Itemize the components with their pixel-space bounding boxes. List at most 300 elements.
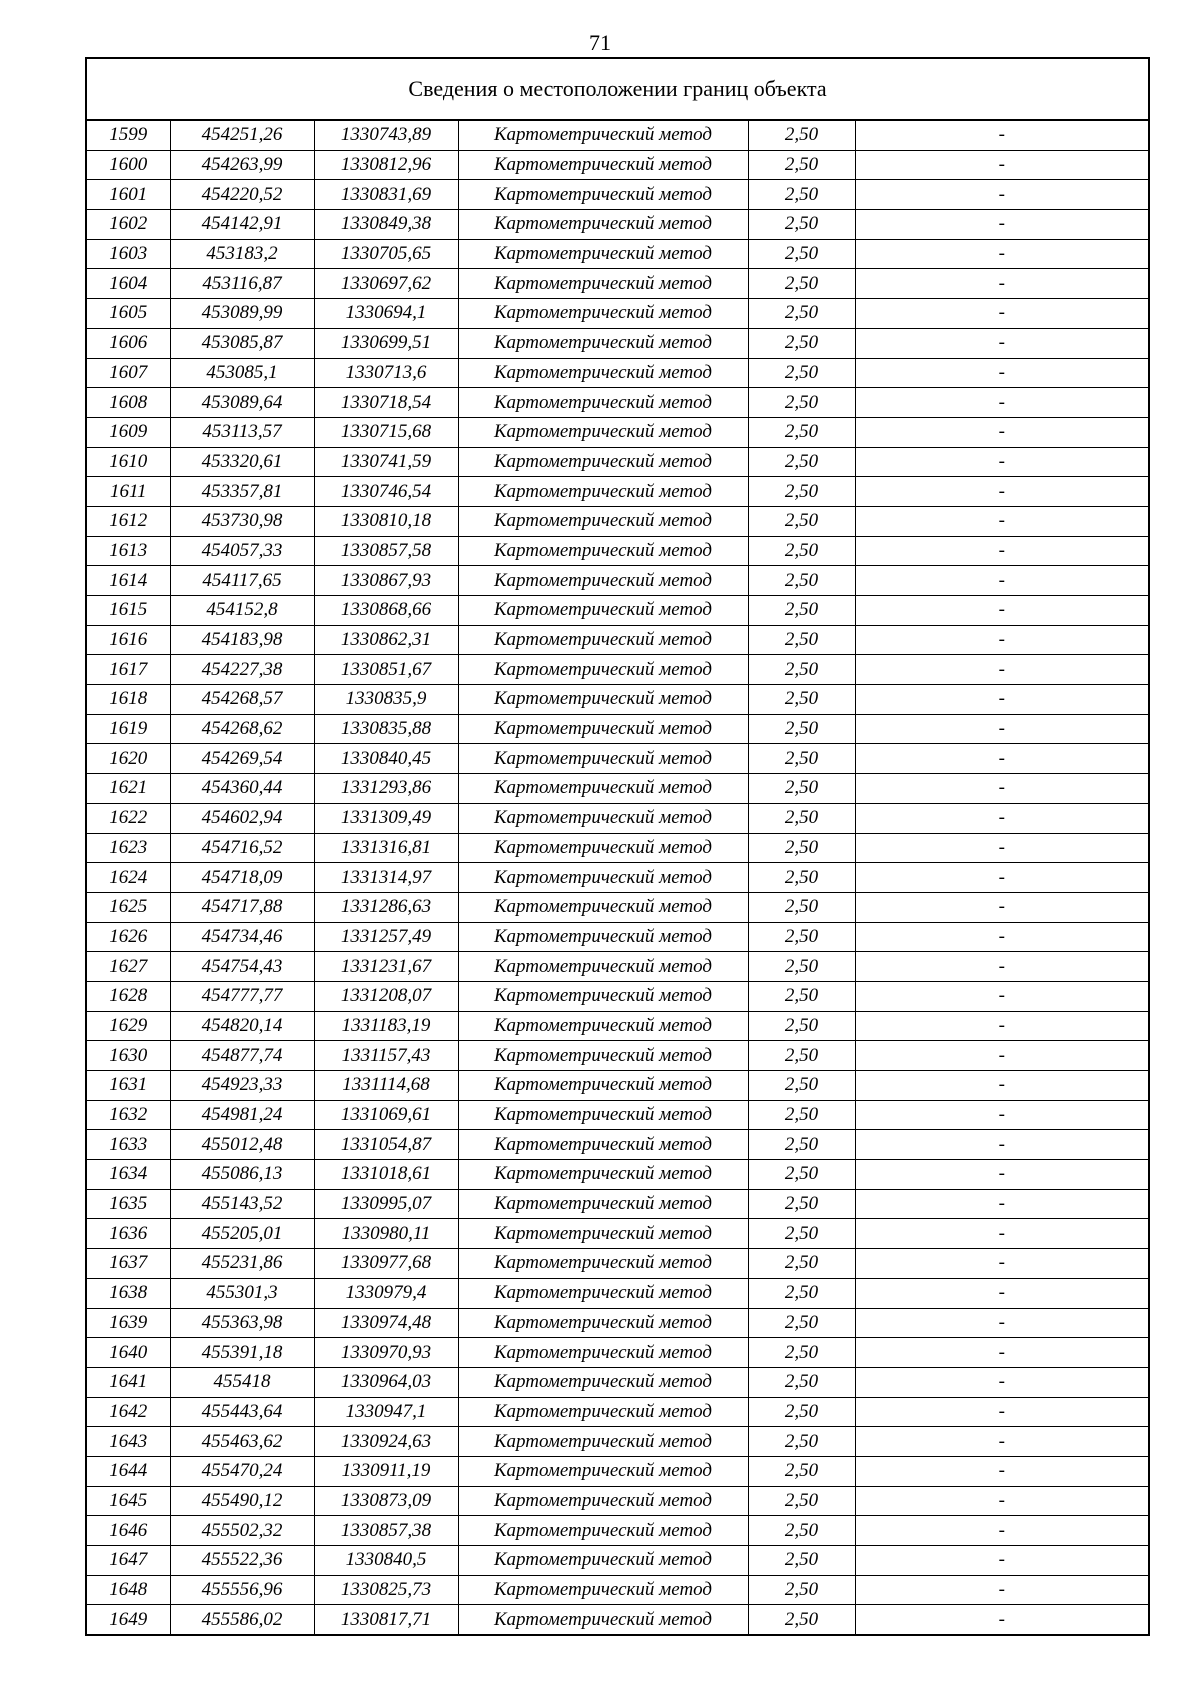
accuracy-cell: 2,50 [748, 1486, 855, 1516]
table-row [86, 892, 1149, 922]
description-cell: - [855, 1427, 1149, 1457]
description-cell: - [855, 625, 1149, 655]
x-coordinate-cell: 455143,52 [170, 1189, 314, 1219]
table-row [86, 744, 1149, 774]
accuracy-cell: 2,50 [748, 981, 855, 1011]
accuracy-cell: 2,50 [748, 863, 855, 893]
description-cell: - [855, 833, 1149, 863]
accuracy-cell: 2,50 [748, 596, 855, 626]
y-coordinate-cell: 1330743,89 [314, 120, 458, 150]
description-cell: - [855, 1338, 1149, 1368]
description-cell: - [855, 506, 1149, 536]
y-coordinate-cell: 1331208,07 [314, 981, 458, 1011]
y-coordinate-cell: 1330849,38 [314, 210, 458, 240]
description-cell: - [855, 120, 1149, 150]
accuracy-cell: 2,50 [748, 685, 855, 715]
method-cell: Картометрический метод [458, 803, 748, 833]
description-cell: - [855, 536, 1149, 566]
description-cell: - [855, 1546, 1149, 1576]
accuracy-cell: 2,50 [748, 774, 855, 804]
table-row [86, 596, 1149, 626]
table-row [86, 328, 1149, 358]
description-cell: - [855, 655, 1149, 685]
y-coordinate-cell: 1331286,63 [314, 892, 458, 922]
accuracy-cell: 2,50 [748, 744, 855, 774]
x-coordinate-cell: 455391,18 [170, 1338, 314, 1368]
x-coordinate-cell: 455012,48 [170, 1130, 314, 1160]
table-row [86, 1219, 1149, 1249]
description-cell: - [855, 1189, 1149, 1219]
description-cell: - [855, 328, 1149, 358]
y-coordinate-cell: 1331054,87 [314, 1130, 458, 1160]
table-row [86, 833, 1149, 863]
y-coordinate-cell: 1331018,61 [314, 1160, 458, 1190]
description-cell: - [855, 892, 1149, 922]
x-coordinate-cell: 454777,77 [170, 981, 314, 1011]
point-number-cell: 1607 [86, 358, 170, 388]
table-row [86, 1427, 1149, 1457]
table-row [86, 506, 1149, 536]
accuracy-cell: 2,50 [748, 803, 855, 833]
accuracy-cell: 2,50 [748, 210, 855, 240]
accuracy-cell: 2,50 [748, 1397, 855, 1427]
accuracy-cell: 2,50 [748, 417, 855, 447]
method-cell: Картометрический метод [458, 1071, 748, 1101]
description-cell: - [855, 180, 1149, 210]
method-cell: Картометрический метод [458, 833, 748, 863]
table-row [86, 417, 1149, 447]
accuracy-cell: 2,50 [748, 328, 855, 358]
method-cell: Картометрический метод [458, 774, 748, 804]
description-cell: - [855, 952, 1149, 982]
x-coordinate-cell: 455470,24 [170, 1456, 314, 1486]
accuracy-cell: 2,50 [748, 655, 855, 685]
table-title-row [86, 58, 1149, 120]
table-row [86, 1130, 1149, 1160]
accuracy-cell: 2,50 [748, 1071, 855, 1101]
y-coordinate-cell: 1330840,5 [314, 1546, 458, 1576]
description-cell: - [855, 1605, 1149, 1635]
method-cell: Картометрический метод [458, 1397, 748, 1427]
table-row [86, 150, 1149, 180]
method-cell: Картометрический метод [458, 1367, 748, 1397]
accuracy-cell: 2,50 [748, 1575, 855, 1605]
point-number-cell: 1601 [86, 180, 170, 210]
x-coordinate-cell: 453085,87 [170, 328, 314, 358]
method-cell: Картометрический метод [458, 1605, 748, 1635]
point-number-cell: 1647 [86, 1546, 170, 1576]
point-number-cell: 1610 [86, 447, 170, 477]
point-number-cell: 1640 [86, 1338, 170, 1368]
method-cell: Картометрический метод [458, 625, 748, 655]
accuracy-cell: 2,50 [748, 299, 855, 329]
y-coordinate-cell: 1330970,93 [314, 1338, 458, 1368]
table-row [86, 774, 1149, 804]
accuracy-cell: 2,50 [748, 388, 855, 418]
x-coordinate-cell: 454057,33 [170, 536, 314, 566]
y-coordinate-cell: 1330699,51 [314, 328, 458, 358]
method-cell: Картометрический метод [458, 1486, 748, 1516]
description-cell: - [855, 803, 1149, 833]
y-coordinate-cell: 1330746,54 [314, 477, 458, 507]
x-coordinate-cell: 454251,26 [170, 120, 314, 150]
accuracy-cell: 2,50 [748, 566, 855, 596]
y-coordinate-cell: 1330812,96 [314, 150, 458, 180]
table-row [86, 358, 1149, 388]
description-cell: - [855, 1397, 1149, 1427]
point-number-cell: 1645 [86, 1486, 170, 1516]
description-cell: - [855, 1249, 1149, 1279]
table-row [86, 1308, 1149, 1338]
table-row [86, 1338, 1149, 1368]
accuracy-cell: 2,50 [748, 120, 855, 150]
point-number-cell: 1648 [86, 1575, 170, 1605]
table-row [86, 803, 1149, 833]
method-cell: Картометрический метод [458, 1308, 748, 1338]
point-number-cell: 1637 [86, 1249, 170, 1279]
accuracy-cell: 2,50 [748, 1456, 855, 1486]
method-cell: Картометрический метод [458, 1160, 748, 1190]
method-cell: Картометрический метод [458, 1100, 748, 1130]
x-coordinate-cell: 455556,96 [170, 1575, 314, 1605]
description-cell: - [855, 1219, 1149, 1249]
accuracy-cell: 2,50 [748, 1249, 855, 1279]
x-coordinate-cell: 453085,1 [170, 358, 314, 388]
method-cell: Картометрический метод [458, 596, 748, 626]
method-cell: Картометрический метод [458, 863, 748, 893]
table-row [86, 922, 1149, 952]
accuracy-cell: 2,50 [748, 892, 855, 922]
method-cell: Картометрический метод [458, 358, 748, 388]
accuracy-cell: 2,50 [748, 447, 855, 477]
point-number-cell: 1600 [86, 150, 170, 180]
x-coordinate-cell: 454981,24 [170, 1100, 314, 1130]
table-row [86, 536, 1149, 566]
description-cell: - [855, 714, 1149, 744]
x-coordinate-cell: 454268,57 [170, 685, 314, 715]
y-coordinate-cell: 1330851,67 [314, 655, 458, 685]
y-coordinate-cell: 1330867,93 [314, 566, 458, 596]
y-coordinate-cell: 1331257,49 [314, 922, 458, 952]
description-cell: - [855, 477, 1149, 507]
description-cell: - [855, 150, 1149, 180]
y-coordinate-cell: 1330979,4 [314, 1278, 458, 1308]
y-coordinate-cell: 1330873,09 [314, 1486, 458, 1516]
x-coordinate-cell: 454117,65 [170, 566, 314, 596]
description-cell: - [855, 388, 1149, 418]
method-cell: Картометрический метод [458, 150, 748, 180]
y-coordinate-cell: 1330974,48 [314, 1308, 458, 1338]
accuracy-cell: 2,50 [748, 1367, 855, 1397]
accuracy-cell: 2,50 [748, 1130, 855, 1160]
y-coordinate-cell: 1330947,1 [314, 1397, 458, 1427]
point-number-cell: 1620 [86, 744, 170, 774]
point-number-cell: 1621 [86, 774, 170, 804]
description-cell: - [855, 1278, 1149, 1308]
method-cell: Картометрический метод [458, 1130, 748, 1160]
method-cell: Картометрический метод [458, 952, 748, 982]
x-coordinate-cell: 453116,87 [170, 269, 314, 299]
table-row [86, 1249, 1149, 1279]
method-cell: Картометрический метод [458, 180, 748, 210]
table-title: Сведения о местоположении границ объекта [86, 58, 1149, 120]
y-coordinate-cell: 1330741,59 [314, 447, 458, 477]
table-row [86, 952, 1149, 982]
table-row [86, 1546, 1149, 1576]
point-number-cell: 1642 [86, 1397, 170, 1427]
point-number-cell: 1630 [86, 1041, 170, 1071]
point-number-cell: 1626 [86, 922, 170, 952]
y-coordinate-cell: 1330713,6 [314, 358, 458, 388]
point-number-cell: 1609 [86, 417, 170, 447]
x-coordinate-cell: 455231,86 [170, 1249, 314, 1279]
accuracy-cell: 2,50 [748, 1189, 855, 1219]
accuracy-cell: 2,50 [748, 1011, 855, 1041]
x-coordinate-cell: 453089,64 [170, 388, 314, 418]
y-coordinate-cell: 1331309,49 [314, 803, 458, 833]
y-coordinate-cell: 1330835,9 [314, 685, 458, 715]
point-number-cell: 1638 [86, 1278, 170, 1308]
x-coordinate-cell: 453320,61 [170, 447, 314, 477]
accuracy-cell: 2,50 [748, 1427, 855, 1457]
accuracy-cell: 2,50 [748, 506, 855, 536]
accuracy-cell: 2,50 [748, 1338, 855, 1368]
point-number-cell: 1613 [86, 536, 170, 566]
method-cell: Картометрический метод [458, 1278, 748, 1308]
point-number-cell: 1628 [86, 981, 170, 1011]
description-cell: - [855, 239, 1149, 269]
accuracy-cell: 2,50 [748, 833, 855, 863]
point-number-cell: 1619 [86, 714, 170, 744]
y-coordinate-cell: 1331157,43 [314, 1041, 458, 1071]
method-cell: Картометрический метод [458, 892, 748, 922]
y-coordinate-cell: 1330694,1 [314, 299, 458, 329]
y-coordinate-cell: 1330924,63 [314, 1427, 458, 1457]
y-coordinate-cell: 1330825,73 [314, 1575, 458, 1605]
point-number-cell: 1622 [86, 803, 170, 833]
x-coordinate-cell: 454602,94 [170, 803, 314, 833]
method-cell: Картометрический метод [458, 1427, 748, 1457]
method-cell: Картометрический метод [458, 417, 748, 447]
method-cell: Картометрический метод [458, 328, 748, 358]
y-coordinate-cell: 1330857,58 [314, 536, 458, 566]
method-cell: Картометрический метод [458, 239, 748, 269]
x-coordinate-cell: 454734,46 [170, 922, 314, 952]
y-coordinate-cell: 1330857,38 [314, 1516, 458, 1546]
y-coordinate-cell: 1331114,68 [314, 1071, 458, 1101]
table-row [86, 180, 1149, 210]
x-coordinate-cell: 454718,09 [170, 863, 314, 893]
method-cell: Картометрический метод [458, 1041, 748, 1071]
description-cell: - [855, 596, 1149, 626]
description-cell: - [855, 417, 1149, 447]
table-row [86, 981, 1149, 1011]
page-number: 71 [589, 30, 611, 55]
y-coordinate-cell: 1330868,66 [314, 596, 458, 626]
y-coordinate-cell: 1330715,68 [314, 417, 458, 447]
description-cell: - [855, 1308, 1149, 1338]
accuracy-cell: 2,50 [748, 1041, 855, 1071]
description-cell: - [855, 685, 1149, 715]
accuracy-cell: 2,50 [748, 1516, 855, 1546]
y-coordinate-cell: 1330977,68 [314, 1249, 458, 1279]
table-row [86, 1486, 1149, 1516]
point-number-cell: 1639 [86, 1308, 170, 1338]
x-coordinate-cell: 455522,36 [170, 1546, 314, 1576]
point-number-cell: 1633 [86, 1130, 170, 1160]
description-cell: - [855, 447, 1149, 477]
description-cell: - [855, 1011, 1149, 1041]
accuracy-cell: 2,50 [748, 180, 855, 210]
x-coordinate-cell: 454152,8 [170, 596, 314, 626]
point-number-cell: 1604 [86, 269, 170, 299]
description-cell: - [855, 981, 1149, 1011]
table-row [86, 1605, 1149, 1635]
boundary-coordinates-table [85, 57, 1150, 1636]
y-coordinate-cell: 1330840,45 [314, 744, 458, 774]
method-cell: Картометрический метод [458, 447, 748, 477]
y-coordinate-cell: 1330980,11 [314, 1219, 458, 1249]
y-coordinate-cell: 1330964,03 [314, 1367, 458, 1397]
accuracy-cell: 2,50 [748, 922, 855, 952]
point-number-cell: 1602 [86, 210, 170, 240]
method-cell: Картометрический метод [458, 714, 748, 744]
y-coordinate-cell: 1331069,61 [314, 1100, 458, 1130]
accuracy-cell: 2,50 [748, 714, 855, 744]
table-row [86, 566, 1149, 596]
y-coordinate-cell: 1330995,07 [314, 1189, 458, 1219]
x-coordinate-cell: 454877,74 [170, 1041, 314, 1071]
point-number-cell: 1624 [86, 863, 170, 893]
accuracy-cell: 2,50 [748, 477, 855, 507]
y-coordinate-cell: 1331314,97 [314, 863, 458, 893]
description-cell: - [855, 1516, 1149, 1546]
y-coordinate-cell: 1330718,54 [314, 388, 458, 418]
accuracy-cell: 2,50 [748, 358, 855, 388]
description-cell: - [855, 1456, 1149, 1486]
description-cell: - [855, 566, 1149, 596]
description-cell: - [855, 269, 1149, 299]
x-coordinate-cell: 454754,43 [170, 952, 314, 982]
point-number-cell: 1614 [86, 566, 170, 596]
x-coordinate-cell: 453730,98 [170, 506, 314, 536]
table-row [86, 447, 1149, 477]
x-coordinate-cell: 455443,64 [170, 1397, 314, 1427]
description-cell: - [855, 744, 1149, 774]
x-coordinate-cell: 454717,88 [170, 892, 314, 922]
x-coordinate-cell: 455463,62 [170, 1427, 314, 1457]
table-row [86, 210, 1149, 240]
x-coordinate-cell: 454716,52 [170, 833, 314, 863]
x-coordinate-cell: 454142,91 [170, 210, 314, 240]
accuracy-cell: 2,50 [748, 952, 855, 982]
y-coordinate-cell: 1330817,71 [314, 1605, 458, 1635]
accuracy-cell: 2,50 [748, 1160, 855, 1190]
table-row [86, 1278, 1149, 1308]
table-row [86, 714, 1149, 744]
method-cell: Картометрический метод [458, 1011, 748, 1041]
point-number-cell: 1635 [86, 1189, 170, 1219]
point-number-cell: 1608 [86, 388, 170, 418]
table-row [86, 1041, 1149, 1071]
accuracy-cell: 2,50 [748, 1308, 855, 1338]
point-number-cell: 1643 [86, 1427, 170, 1457]
table-row [86, 685, 1149, 715]
x-coordinate-cell: 455490,12 [170, 1486, 314, 1516]
accuracy-cell: 2,50 [748, 1219, 855, 1249]
method-cell: Картометрический метод [458, 210, 748, 240]
method-cell: Картометрический метод [458, 506, 748, 536]
method-cell: Картометрический метод [458, 1338, 748, 1368]
table-row [86, 388, 1149, 418]
x-coordinate-cell: 453113,57 [170, 417, 314, 447]
description-cell: - [855, 863, 1149, 893]
method-cell: Картометрический метод [458, 981, 748, 1011]
point-number-cell: 1649 [86, 1605, 170, 1635]
y-coordinate-cell: 1330835,88 [314, 714, 458, 744]
table-row [86, 239, 1149, 269]
x-coordinate-cell: 454263,99 [170, 150, 314, 180]
point-number-cell: 1631 [86, 1071, 170, 1101]
method-cell: Картометрический метод [458, 1516, 748, 1546]
table-row [86, 120, 1149, 150]
method-cell: Картометрический метод [458, 477, 748, 507]
table-row [86, 1011, 1149, 1041]
method-cell: Картометрический метод [458, 536, 748, 566]
method-cell: Картометрический метод [458, 655, 748, 685]
x-coordinate-cell: 455086,13 [170, 1160, 314, 1190]
x-coordinate-cell: 454183,98 [170, 625, 314, 655]
method-cell: Картометрический метод [458, 299, 748, 329]
method-cell: Картометрический метод [458, 1249, 748, 1279]
point-number-cell: 1636 [86, 1219, 170, 1249]
point-number-cell: 1632 [86, 1100, 170, 1130]
point-number-cell: 1627 [86, 952, 170, 982]
table-row [86, 1456, 1149, 1486]
point-number-cell: 1611 [86, 477, 170, 507]
point-number-cell: 1634 [86, 1160, 170, 1190]
table-row [86, 269, 1149, 299]
description-cell: - [855, 1486, 1149, 1516]
description-cell: - [855, 774, 1149, 804]
point-number-cell: 1629 [86, 1011, 170, 1041]
table-row [86, 477, 1149, 507]
accuracy-cell: 2,50 [748, 150, 855, 180]
y-coordinate-cell: 1330831,69 [314, 180, 458, 210]
x-coordinate-cell: 453357,81 [170, 477, 314, 507]
table-row [86, 1575, 1149, 1605]
accuracy-cell: 2,50 [748, 1546, 855, 1576]
method-cell: Картометрический метод [458, 1219, 748, 1249]
point-number-cell: 1623 [86, 833, 170, 863]
method-cell: Картометрический метод [458, 1546, 748, 1576]
table-row [86, 1160, 1149, 1190]
point-number-cell: 1618 [86, 685, 170, 715]
table-row [86, 1367, 1149, 1397]
description-cell: - [855, 1575, 1149, 1605]
method-cell: Картометрический метод [458, 1456, 748, 1486]
x-coordinate-cell: 453183,2 [170, 239, 314, 269]
point-number-cell: 1603 [86, 239, 170, 269]
table-row [86, 863, 1149, 893]
y-coordinate-cell: 1331231,67 [314, 952, 458, 982]
method-cell: Картометрический метод [458, 685, 748, 715]
method-cell: Картометрический метод [458, 744, 748, 774]
y-coordinate-cell: 1331316,81 [314, 833, 458, 863]
y-coordinate-cell: 1330697,62 [314, 269, 458, 299]
x-coordinate-cell: 455586,02 [170, 1605, 314, 1635]
method-cell: Картометрический метод [458, 566, 748, 596]
